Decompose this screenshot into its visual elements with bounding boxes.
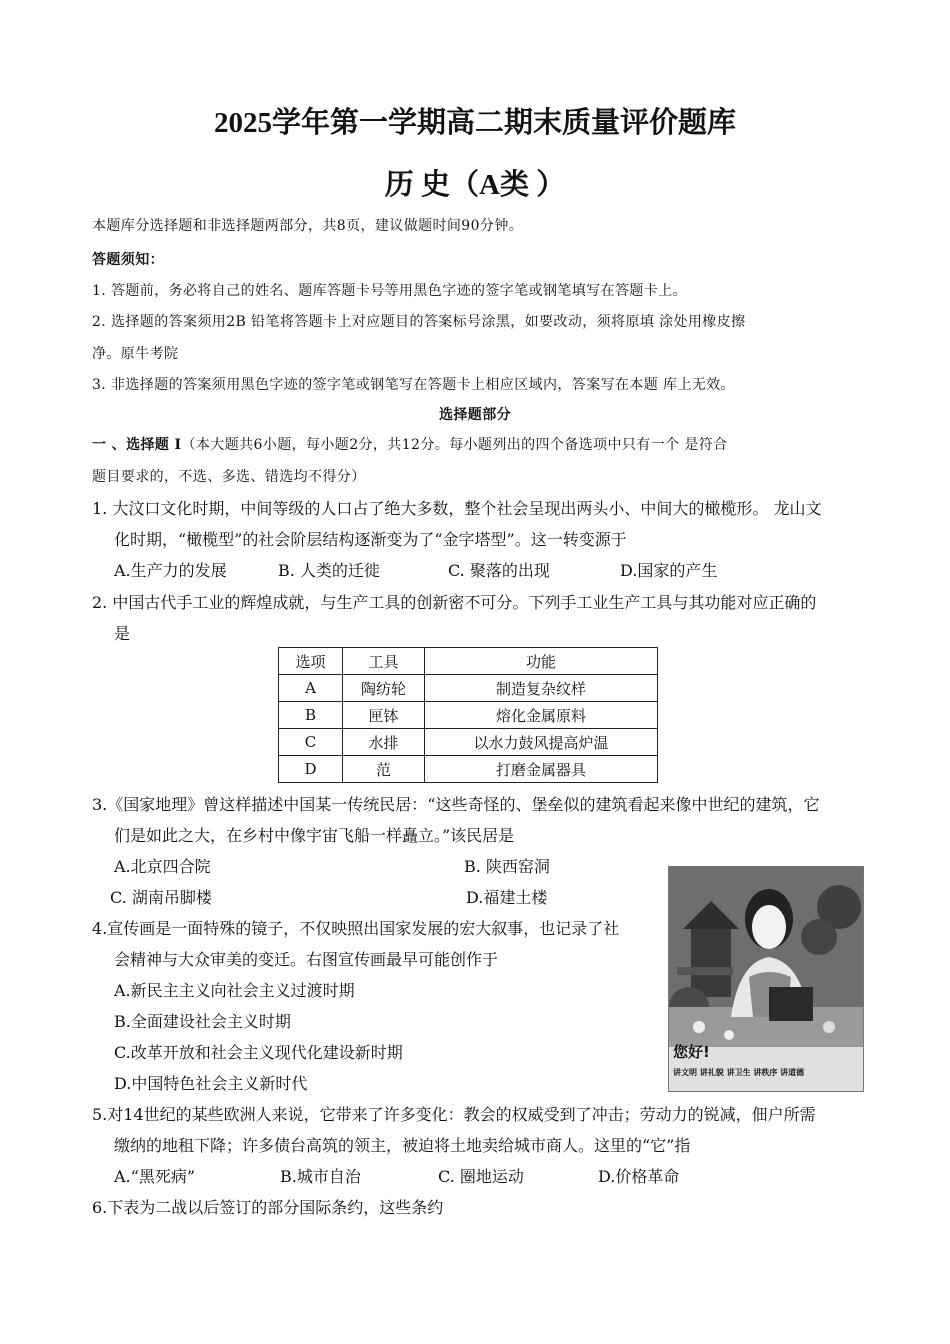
q2-line-2: 是	[114, 624, 131, 643]
q5-option-a: A.“黑死病”	[114, 1167, 196, 1186]
table-cell: 熔化金属原料	[425, 702, 658, 729]
table-cell: B	[279, 702, 343, 729]
q3-option-c: C. 湖南吊脚楼	[110, 888, 212, 907]
table-header-cell: 功能	[425, 648, 658, 675]
part-heading	[92, 434, 728, 454]
q2-line-1: 2. 中国古代手工业的辉煌成就，与生产工具的创新密不可分。下列手工业生产工具与其功能对应正确的	[92, 593, 817, 612]
q3-option-b: B. 陕西窑洞	[464, 857, 550, 876]
intro-text: 本题库分选择题和非选择题两部分，共8页，建议做题时间90分钟。	[92, 218, 524, 234]
q5-option-c: C. 圈地运动	[438, 1167, 524, 1186]
part-title: 一 、选择题 I	[92, 437, 182, 453]
q4-option-a: A.新民主主义向社会主义过渡时期	[114, 981, 355, 1000]
notice-heading: 答题须知：	[92, 252, 164, 268]
q1-option-c: C. 聚落的出现	[448, 561, 550, 580]
q4-option-c: C.改革开放和社会主义现代化建设新时期	[114, 1043, 403, 1062]
part-description-2: 题目要求的，不选、多选、错选均不得分）	[92, 469, 366, 485]
poster-greeting: 您好!	[673, 1043, 710, 1061]
part-description: （本大题共6小题，每小题2分，共12分。每小题列出的四个备选项中只有一个 是符合	[181, 437, 728, 453]
q5-line-2: 缴纳的地租下降；许多债台高筑的领主，被迫将土地卖给城市商人。这里的“它”指	[114, 1136, 691, 1155]
table-cell: D	[279, 756, 343, 783]
table-cell: C	[279, 729, 343, 756]
table-cell: 制造复杂纹样	[425, 675, 658, 702]
q1-line-2: 化时期，“橄榄型”的社会阶层结构逐渐变为了“金字塔型”。这一转变源于	[114, 530, 627, 549]
notice-item-2a: 2. 选择题的答案须用2B 铅笔将答题卡上对应题目的答案标号涂黑，如要改动，须将原填 涂处用橡皮擦	[92, 314, 746, 330]
subject-title: 历 史（A类 ）	[384, 169, 566, 201]
q1-option-b: B. 人类的迁徙	[278, 561, 380, 580]
notice-item-3: 3. 非选择题的答案须用黑色字迹的签字笔或钢笔写在答题卡上相应区域内，答案写在本题 库上无效。	[92, 377, 736, 393]
table-row	[279, 675, 658, 702]
section-heading: 选择题部分	[439, 407, 511, 423]
table-cell: A	[279, 675, 343, 702]
q6-line-1: 6.下表为二战以后签订的部分国际条约，这些条约	[92, 1198, 444, 1217]
q5-line-1: 5.对14世纪的某些欧洲人来说，它带来了许多变化：教会的权威受到了冲击；劳动力的锐减，佃户所需	[92, 1105, 816, 1124]
notice-item-2b: 净。原牛考院	[92, 346, 179, 362]
table-cell: 匣钵	[343, 702, 425, 729]
table-row	[279, 702, 658, 729]
q3-option-a: A.北京四合院	[114, 857, 211, 876]
q3-line-1: 3.《国家地理》曾这样描述中国某一传统民居：“这些奇怪的、堡垒似的建筑看起来像中世纪的建筑，它	[92, 795, 820, 814]
q1-option-d: D.国家的产生	[620, 561, 718, 580]
table-header-cell: 工具	[343, 648, 425, 675]
table-cell: 打磨金属器具	[425, 756, 658, 783]
tools-table	[278, 647, 658, 783]
table-cell: 陶纺轮	[343, 675, 425, 702]
exam-title: 2025学年第一学期高二期末质量评价题库	[213, 107, 736, 139]
q4-option-d: D.中国特色社会主义新时代	[114, 1074, 308, 1093]
table-header-row	[279, 648, 658, 675]
q4-line-1: 4.宣传画是一面特殊的镜子，不仅映照出国家发展的宏大叙事，也记录了社	[92, 919, 620, 938]
table-row	[279, 729, 658, 756]
table-row	[279, 756, 658, 783]
q1-line-1: 1. 大汶口文化时期，中间等级的人口占了绝大多数，整个社会呈现出两头小、中间大的橄榄形。 龙山文	[92, 499, 822, 518]
notice-item-1: 1. 答题前，务必将自己的姓名、题库答题卡号等用黑色字迹的签字笔或钢笔填写在答题卡上。	[92, 283, 688, 299]
q1-option-a: A.生产力的发展	[114, 561, 227, 580]
poster-slogan: 讲文明 讲礼貌 讲卫生 讲秩序 讲道德	[673, 1068, 805, 1077]
table-cell: 范	[343, 756, 425, 783]
table-cell: 水排	[343, 729, 425, 756]
table-header-cell: 选项	[279, 648, 343, 675]
q4-option-b: B.全面建设社会主义时期	[114, 1012, 291, 1031]
table-cell: 以水力鼓风提高炉温	[425, 729, 658, 756]
q3-line-2: 们是如此之大，在乡村中像宇宙飞船一样矗立。”该民居是	[114, 826, 515, 845]
q4-line-2: 会精神与大众审美的变迁。右图宣传画最早可能创作于	[114, 950, 499, 969]
q5-option-b: B.城市自治	[280, 1167, 361, 1186]
propaganda-poster-image	[668, 866, 864, 1092]
q3-option-d: D.福建土楼	[466, 888, 548, 907]
q5-option-d: D.价格革命	[598, 1167, 680, 1186]
